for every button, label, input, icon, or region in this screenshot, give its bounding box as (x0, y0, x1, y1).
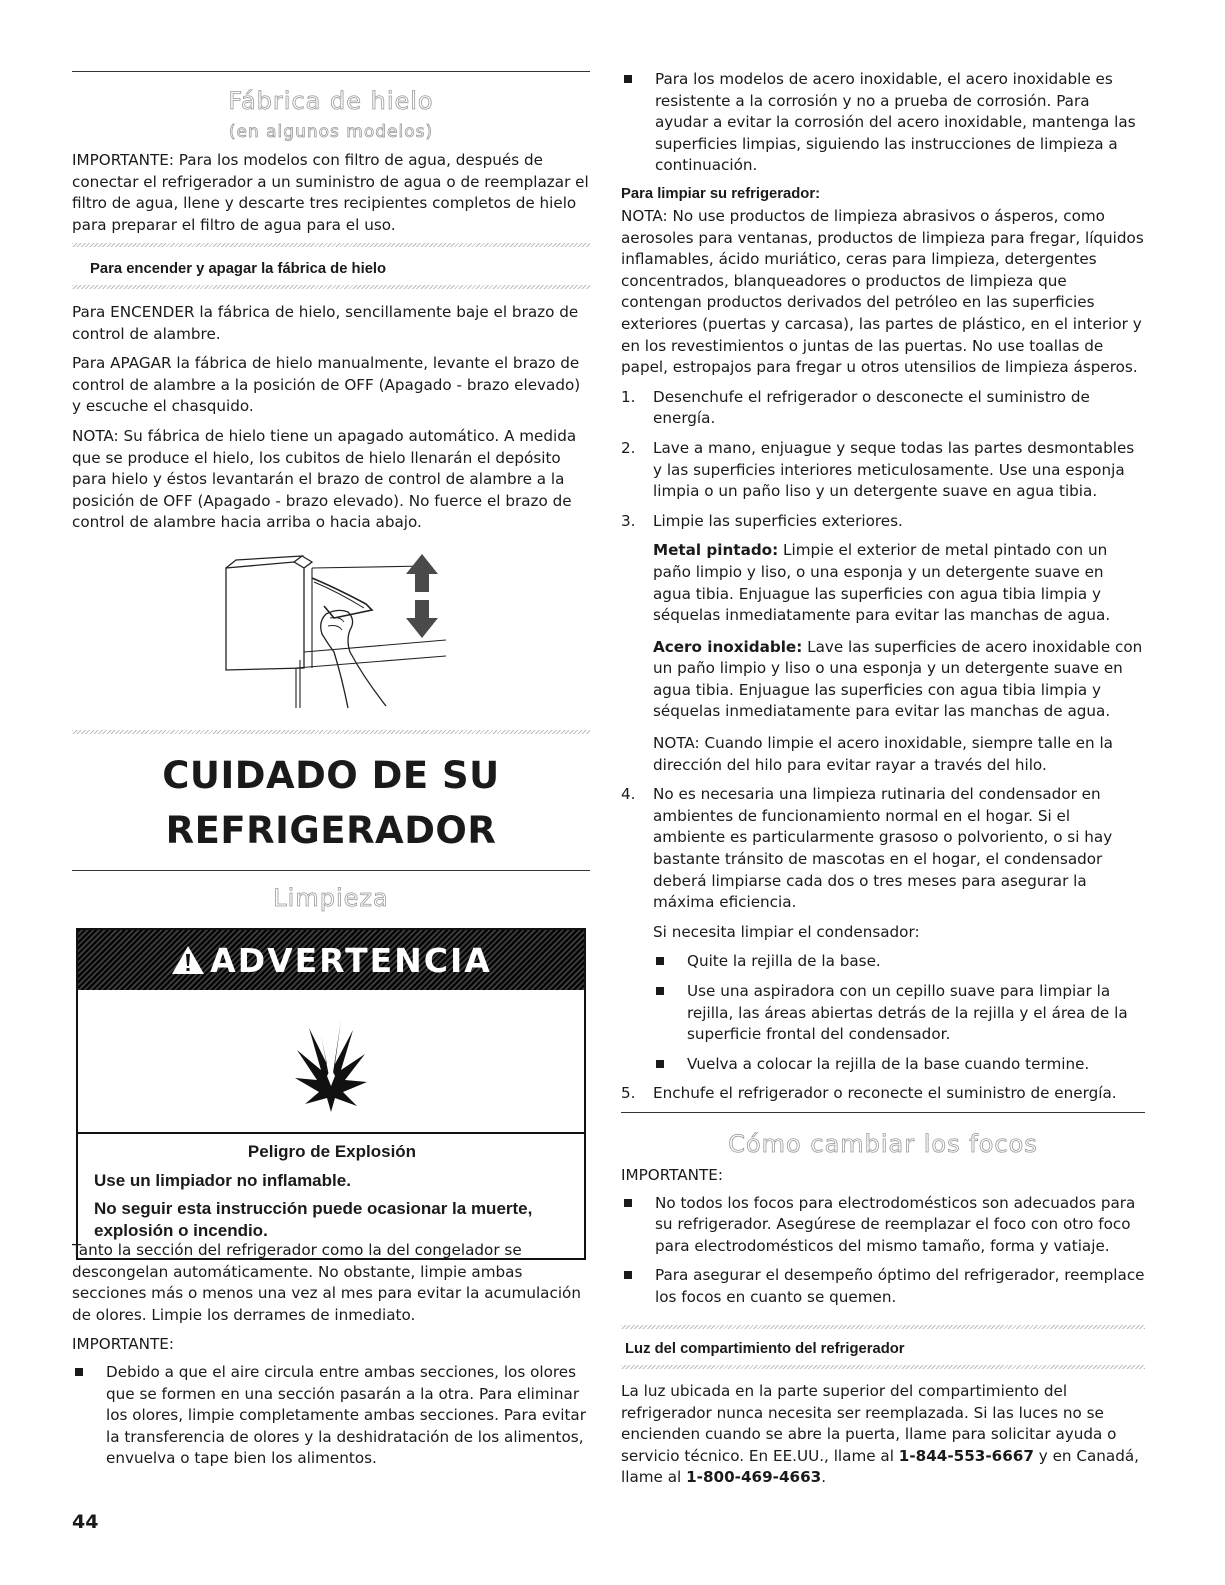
light-heading: Luz del compartimiento del refrigerador (625, 1341, 905, 1357)
condenser-intro: Si necesita limpiar el condensador: (653, 922, 920, 941)
explosion-icon (291, 1006, 371, 1116)
list-item: Para los modelos de acero inoxidable, el acero inoxidable es resistente a la corrosión y no a prueba de corrosión. Para ayudar a evitar la corrosión del acero inoxidable, mantenga las superficies limpias, siguiendo las instrucciones de limpieza a continuación. (621, 69, 1145, 177)
divider (621, 1325, 1145, 1329)
ice-important-paragraph: IMPORTANTE: Para los modelos con filtro de agua, después de conectar el refrigerador a un suministro de agua o de reemplazar el filtro de agua, llene y descarte tres recipientes completos de hielo para preparar el filtro de agua para el uso. (72, 151, 589, 234)
condenser-list (653, 951, 1145, 1075)
stainless-list (621, 69, 1145, 185)
steel-note: NOTA: Cuando limpie el acero inoxidable, siempre talle en la dirección del hilo para evitar rayar a través del hilo. (653, 734, 1113, 774)
ice-maker-arm-illustration (216, 548, 446, 710)
onoff-note: NOTA: Su fábrica de hielo tiene un apagado automático. A medida que se produce el hielo, los cubitos de hielo llenarán el depósito para hielo y éstos levantarán el brazo de control de alambre a la posición de OFF (Apagado - brazo elevado). No fuerce el brazo de control de alambre hacia arriba o hacia abajo. (72, 426, 577, 532)
list-item: Para asegurar el desempeño óptimo del refrigerador, reemplace los focos en cuanto se quemen. (621, 1265, 1145, 1308)
warning-header-text: ADVERTENCIA (210, 940, 492, 980)
step-item: 3. Limpie las superficies exteriores. Metal pintado: Limpie el exterior de metal pintado con un paño limpio y liso, o una esponja y un detergente suave en agua tibia. Enjuague las superficies con agua tibia limpia y séquelas inmediatamente para evitar las manchas de agua. Acero inoxidable: Lave las superficies de acero inoxidable con un paño limpio y liso o una esponja y un detergente suave en agua tibia. Enjuague las superficies con agua tibia limpia y séquelas inmediatamente para evitar las manchas de agua. NOTA: Cuando limpie el acero inoxidable, siempre talle en la dirección del hilo para evitar rayar a través del hilo. (621, 511, 1145, 777)
note-label: NOTA: (653, 734, 700, 753)
warning-box (76, 928, 586, 1260)
important-list (72, 1362, 590, 1470)
list-item: No todos los focos para electrodomésticos son adecuados para su refrigerador. Asegúrese de reemplazar el foco con otro foco para electrodomésticos del mismo tamaño, forma y vatiaje. (621, 1193, 1145, 1258)
stainless-paragraph: Acero inoxidable: Lave las superficies de acero inoxidable con un paño limpio y liso o una esponja y un detergente suave en agua tibia. Enjuague las superficies con agua tibia limpia y séquelas inmediatamente para evitar las manchas de agua. (653, 637, 1143, 721)
section-rule (621, 1112, 1145, 1113)
cleaning-instructions (621, 186, 1145, 1113)
ice-maker-title: Fábrica de hielo (228, 87, 434, 115)
phone-us: 1-844-553-6667 (898, 1446, 1034, 1465)
warning-pictogram (78, 990, 584, 1134)
ice-maker-subtitle: (en algunos modelos) (228, 122, 434, 142)
list-item: Vuelva a colocar la rejilla de la base cuando termine. (653, 1054, 1145, 1076)
phone-canada: 1-800-469-4663 (686, 1468, 822, 1487)
defrost-section (72, 1240, 590, 1478)
bulbs-section (621, 1165, 1145, 1317)
step-item: 4. No es necesaria una limpieza rutinaria del condensador en ambientes de funcionamiento normal en el hogar. Si el ambiente es particularmente grasoso o polvoriento, o si hay bastante tránsito de mascotas en el hogar, el condensador deberá limpiarse cada dos o tres meses para asegurar la máxima eficiencia. Si necesita limpiar el condensador: Quite la rejilla de la base. Use una aspiradora con un cepillo suave para limpiar la rejilla, las áreas abiertas detrás de la rejilla y el área de la superficie frontal del condensador. Vuelva a colocar la rejilla de la base cuando termine. (621, 784, 1145, 1075)
onoff-section (72, 302, 590, 542)
care-title-line1: CUIDADO DE SU (162, 754, 500, 797)
top-rule (72, 71, 590, 72)
steel-label: Acero inoxidable: (653, 637, 803, 656)
light-paragraph: La luz ubicada en la parte superior del compartimiento del refrigerador nunca necesita ser reemplazada. Si las luces no se encienden cuando se abre la puerta, llame para solicitar ayuda o servicio técnico. En EE.UU., llame al 1-844-553-6667 y en Canadá, llame al 1-800-469-4663. (621, 1382, 1139, 1487)
page-number: 44 (72, 1511, 99, 1533)
cleaning-title: Limpieza (273, 884, 389, 912)
divider (621, 1365, 1145, 1369)
painted-label: Metal pintado: (653, 541, 779, 560)
divider (72, 285, 590, 289)
warning-consequence: No seguir esta instrucción puede ocasionar la muerte, explosión o incendio. (94, 1199, 533, 1240)
onoff-paragraph: Para APAGAR la fábrica de hielo manualmente, levante el brazo de control de alambre a la posición de OFF (Apagado - brazo elevado) y escuche el chasquido. (72, 354, 581, 416)
warning-hazard: Peligro de Explosión (247, 1142, 417, 1161)
cleaning-steps (621, 387, 1145, 1105)
warning-header (78, 930, 584, 990)
important-label: IMPORTANTE: (72, 1335, 174, 1354)
warning-instruction: Use un limpiador no inflamable. (94, 1171, 351, 1190)
note-label: NOTA: (72, 426, 119, 445)
bulbs-title: Cómo cambiar los focos (728, 1130, 1038, 1158)
step-item: 2. Lave a mano, enjuague y seque todas las partes desmontables y las superficies interiores meticulosamente. Use una esponja limpia o un paño liso y un detergente suave en agua tibia. (621, 438, 1135, 501)
clean-heading: Para limpiar su refrigerador: (621, 186, 821, 202)
clean-note: NOTA: No use productos de limpieza abrasivos o ásperos, como aerosoles para ventanas, productos de limpieza para fregar, líquidos inflamables, ácido muriático, ceras para limpieza, detergentes concentrados, blanqueadores o productos de limpieza que contengan productos derivados del petróleo en las superficies exteriores (puertas y carcasa), las partes de plástico, en el interior y en los revestimientos o juntas de las puertas. No use toallas de papel, estropajos para fregar u otros utensilios de limpieza ásperos. (621, 207, 1144, 377)
list-item: Debido a que el aire circula entre ambas secciones, los olores que se formen en una sección pasarán a la otra. Para eliminar los olores, limpie completamente ambas secciones. Para evitar la transferencia de olores y la deshidratación de los alimentos, envuelva o tape bien los alimentos. (72, 1362, 590, 1470)
step-item: 5. Enchufe el refrigerador o reconecte el suministro de energía. (621, 1084, 1117, 1103)
list-item: Quite la rejilla de la base. (653, 951, 1145, 973)
painted-metal-paragraph: Metal pintado: Limpie el exterior de metal pintado con un paño limpio y liso, o una esponja y un detergente suave en agua tibia. Enjuague las superficies con agua tibia limpia y séquelas inmediatamente para evitar las manchas de agua. (653, 541, 1111, 625)
divider (72, 243, 590, 247)
warning-triangle-icon (170, 944, 206, 976)
defrost-paragraph: Tanto la sección del refrigerador como la del congelador se descongelan automáticamente. No obstante, limpie ambas secciones más o menos una vez al mes para evitar la acumulación de olores. Limpie los derrames de inmediato. (72, 1241, 581, 1324)
bulbs-list (621, 1193, 1145, 1309)
divider (72, 730, 590, 734)
step-item: 1. Desenchufe el refrigerador o desconecte el suministro de energía. (621, 387, 1090, 428)
important-label: IMPORTANTE: (72, 151, 174, 169)
list-item: Use una aspiradora con un cepillo suave para limpiar la rejilla, las áreas abiertas detrás de la rejilla y el área de la superficie frontal del condensador. (653, 981, 1145, 1046)
note-label: NOTA: (621, 207, 668, 225)
care-title-line2: REFRIGERADOR (165, 809, 497, 852)
important-label: IMPORTANTE: (621, 1166, 723, 1184)
onoff-paragraph: Para ENCENDER la fábrica de hielo, sencillamente baje el brazo de control de alambre. (72, 303, 579, 343)
onoff-heading: Para encender y apagar la fábrica de hielo (90, 261, 387, 277)
section-rule (72, 870, 590, 871)
